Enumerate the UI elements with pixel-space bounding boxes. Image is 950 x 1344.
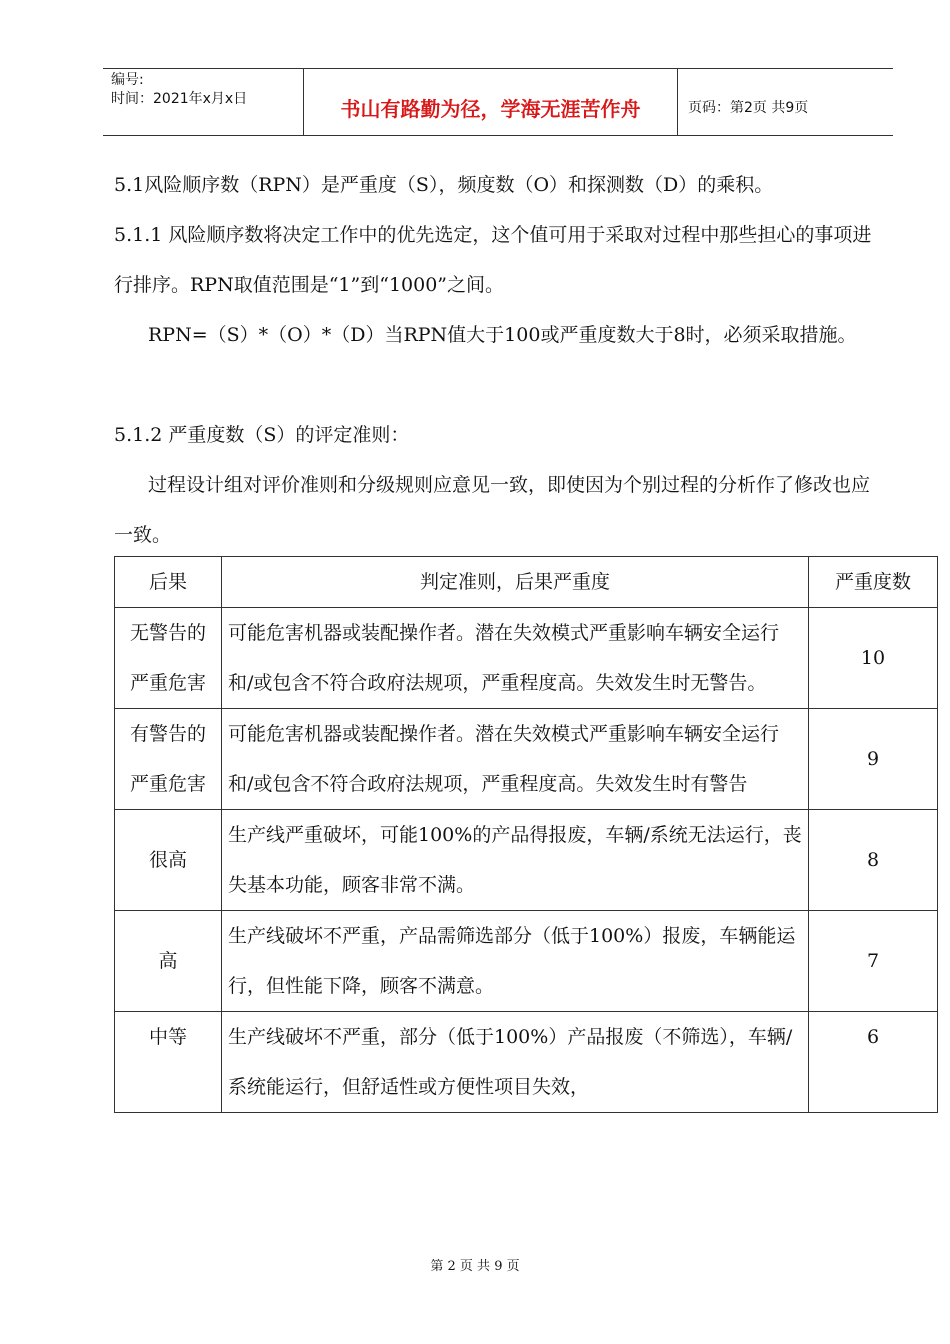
table-row <box>115 810 938 911</box>
time-label: 时间：2021年x月x日 <box>111 91 248 107</box>
page-footer: 第 2 页 共 9 页 <box>430 1259 520 1274</box>
paragraph-rpn-formula: RPN=（S）*（O）*（D）当RPN值大于100或严重度数大于8时，必须采取措施。 <box>148 324 857 346</box>
header-motto: 书山有路勤为径，学海无涯苦作舟 <box>304 69 678 135</box>
page-header <box>103 68 893 136</box>
header-page-info: 页码：第2页 共9页 <box>688 100 809 116</box>
serial-label: 编号: <box>111 72 144 88</box>
table-row <box>115 709 938 810</box>
cell-rating: 8 <box>809 810 938 911</box>
cell-effect: 高 <box>115 911 222 1012</box>
cell-effect: 中等 <box>115 1012 222 1113</box>
paragraph-rpn-priority: 5.1.1 风险顺序数将决定工作中的优先选定，这个值可用于采取对过程中那些担心的事项进行排序。RPN取值范围是“1”到“1000”之间。 <box>114 224 872 296</box>
cell-effect: 有警告的严重危害 <box>115 709 222 810</box>
column-header-effect: 后果 <box>115 557 222 608</box>
cell-criteria: 可能危害机器或装配操作者。潜在失效模式严重影响车辆安全运行和/或包含不符合政府法规项，严重程度高。失效发生时有警告 <box>222 709 809 810</box>
column-header-criteria: 判定准则，后果严重度 <box>222 557 809 608</box>
paragraph-rpn-definition: 5.1风险顺序数（RPN）是严重度（S），频度数（O）和探测数（D）的乘积。 <box>114 174 774 196</box>
cell-criteria: 生产线破坏不严重，部分（低于100%）产品报废（不筛选），车辆/系统能运行，但舒适性或方便性项目失效， <box>222 1012 809 1113</box>
cell-rating: 7 <box>809 911 938 1012</box>
table-row <box>115 1012 938 1113</box>
cell-effect: 无警告的严重危害 <box>115 608 222 709</box>
paragraph-severity-heading: 5.1.2 严重度数（S）的评定准则： <box>114 424 410 446</box>
cell-effect: 很高 <box>115 810 222 911</box>
header-meta <box>103 69 304 135</box>
cell-criteria: 可能危害机器或装配操作者。潜在失效模式严重影响车辆安全运行和/或包含不符合政府法规项，严重程度高。失效发生时无警告。 <box>222 608 809 709</box>
paragraph-severity-note: 过程设计组对评价准则和分级规则应意见一致，即使因为个别过程的分析作了修改也应一致。 <box>114 474 871 546</box>
cell-rating: 10 <box>809 608 938 709</box>
cell-rating: 6 <box>809 1012 938 1113</box>
table-row <box>115 608 938 709</box>
cell-rating: 9 <box>809 709 938 810</box>
cell-criteria: 生产线破坏不严重，产品需筛选部分（低于100%）报废，车辆能运行，但性能下降，顾客不满意。 <box>222 911 809 1012</box>
cell-criteria: 生产线严重破坏，可能100%的产品得报废，车辆/系统无法运行，丧失基本功能，顾客非常不满。 <box>222 810 809 911</box>
column-header-rating: 严重度数 <box>809 557 938 608</box>
table-row <box>115 911 938 1012</box>
severity-criteria-table <box>114 556 938 1113</box>
table-header-row <box>115 557 938 608</box>
